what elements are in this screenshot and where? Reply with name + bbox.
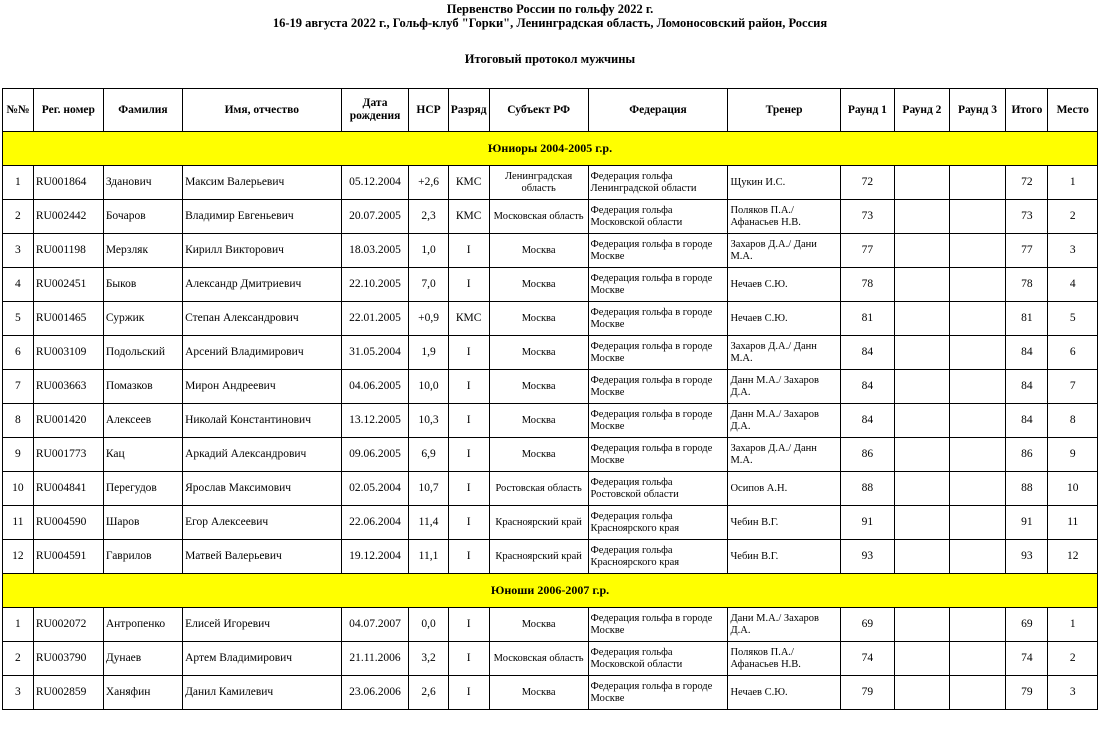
cell-dob: 02.05.2004 [341,472,409,506]
cell-dob: 22.06.2004 [341,506,409,540]
cell-hcp: 6,9 [409,438,448,472]
cell-dob: 22.01.2005 [341,302,409,336]
cell-round3 [949,370,1006,404]
cell-hcp: 1,0 [409,234,448,268]
cell-first-name: Владимир Евгеньевич [183,200,341,234]
cell-first-name: Николай Константинович [183,404,341,438]
cell-round2 [895,608,950,642]
cell-number: 2 [3,200,34,234]
cell-round2 [895,200,950,234]
table-row [3,268,1098,302]
cell-number: 3 [3,234,34,268]
cell-number: 3 [3,676,34,710]
cell-federation: Федерация гольфа Красноярского края [588,540,728,574]
cell-place: 7 [1048,370,1098,404]
section-header-row [3,132,1098,166]
cell-first-name: Аркадий Александрович [183,438,341,472]
cell-first-name: Артем Владимирович [183,642,341,676]
cell-place: 11 [1048,506,1098,540]
cell-dob: 13.12.2005 [341,404,409,438]
cell-rank: I [448,676,489,710]
cell-rank: I [448,268,489,302]
cell-dob: 04.06.2005 [341,370,409,404]
cell-number: 12 [3,540,34,574]
cell-federation: Федерация гольфа в городе Москве [588,608,728,642]
col-header-first-name: Имя, отчество [183,89,341,132]
cell-federation: Федерация гольфа Московской области [588,200,728,234]
cell-rank: I [448,404,489,438]
cell-first-name: Егор Алексеевич [183,506,341,540]
cell-total: 86 [1006,438,1048,472]
cell-round3 [949,302,1006,336]
cell-round2 [895,166,950,200]
cell-first-name: Мирон Андреевич [183,370,341,404]
cell-rank: КМС [448,166,489,200]
cell-round1: 84 [840,370,895,404]
cell-round3 [949,676,1006,710]
cell-dob: 05.12.2004 [341,166,409,200]
cell-last-name: Суржик [103,302,182,336]
cell-federation: Федерация гольфа в городе Москве [588,302,728,336]
cell-region: Ростовская область [489,472,588,506]
cell-round2 [895,268,950,302]
cell-round2 [895,370,950,404]
cell-first-name: Елисей Игоревич [183,608,341,642]
cell-number: 4 [3,268,34,302]
cell-reg-number: RU002442 [33,200,103,234]
cell-reg-number: RU002451 [33,268,103,302]
cell-total: 84 [1006,336,1048,370]
cell-last-name: Зданович [103,166,182,200]
cell-rank: I [448,540,489,574]
cell-hcp: 11,1 [409,540,448,574]
cell-federation: Федерация гольфа Красноярского края [588,506,728,540]
cell-round3 [949,642,1006,676]
cell-round2 [895,642,950,676]
cell-total: 73 [1006,200,1048,234]
table-row [3,642,1098,676]
cell-coach: Захаров Д.А./ Дани М.А. [728,234,840,268]
table-row [3,234,1098,268]
cell-total: 88 [1006,472,1048,506]
cell-hcp: 2,6 [409,676,448,710]
cell-dob: 09.06.2005 [341,438,409,472]
table-row [3,506,1098,540]
cell-rank: I [448,234,489,268]
cell-round3 [949,506,1006,540]
cell-round3 [949,438,1006,472]
col-header-coach: Тренер [728,89,840,132]
cell-coach: Чебин В.Г. [728,540,840,574]
cell-round3 [949,472,1006,506]
col-header-round3: Раунд 3 [949,89,1006,132]
col-header-hcp: HCP [409,89,448,132]
cell-hcp: 3,2 [409,642,448,676]
section-title: Юниоры 2004-2005 г.р. [3,132,1098,166]
cell-region: Москва [489,438,588,472]
cell-coach: Захаров Д.А./ Данн М.А. [728,438,840,472]
cell-federation: Федерация гольфа в городе Москве [588,234,728,268]
section-header-row [3,574,1098,608]
cell-coach: Поляков П.А./ Афанасьев Н.В. [728,200,840,234]
cell-coach: Дани М.А./ Захаров Д.А. [728,608,840,642]
cell-number: 11 [3,506,34,540]
cell-federation: Федерация гольфа в городе Москве [588,370,728,404]
col-header-number: №№ [3,89,34,132]
cell-round3 [949,540,1006,574]
col-header-reg: Рег. номер [33,89,103,132]
cell-number: 1 [3,166,34,200]
cell-region: Москва [489,608,588,642]
cell-hcp: +0,9 [409,302,448,336]
cell-round1: 86 [840,438,895,472]
cell-reg-number: RU001465 [33,302,103,336]
cell-dob: 04.07.2007 [341,608,409,642]
table-row [3,336,1098,370]
cell-hcp: 0,0 [409,608,448,642]
cell-round1: 91 [840,506,895,540]
cell-reg-number: RU004841 [33,472,103,506]
cell-coach: Щукин И.С. [728,166,840,200]
cell-total: 84 [1006,370,1048,404]
table-row [3,438,1098,472]
results-table [2,88,1098,710]
cell-dob: 23.06.2006 [341,676,409,710]
cell-place: 1 [1048,608,1098,642]
cell-region: Москва [489,268,588,302]
cell-round3 [949,200,1006,234]
cell-region: Красноярский край [489,540,588,574]
cell-federation: Федерация гольфа Ленинградской области [588,166,728,200]
cell-total: 79 [1006,676,1048,710]
cell-last-name: Мерзляк [103,234,182,268]
cell-number: 9 [3,438,34,472]
cell-region: Москва [489,234,588,268]
cell-first-name: Данил Камилевич [183,676,341,710]
cell-round1: 81 [840,302,895,336]
cell-first-name: Кирилл Викторович [183,234,341,268]
cell-first-name: Матвей Валерьевич [183,540,341,574]
cell-round1: 84 [840,336,895,370]
cell-round2 [895,438,950,472]
cell-number: 6 [3,336,34,370]
col-header-round1: Раунд 1 [840,89,895,132]
cell-round2 [895,234,950,268]
cell-reg-number: RU004591 [33,540,103,574]
cell-place: 10 [1048,472,1098,506]
cell-federation: Федерация гольфа Ростовской области [588,472,728,506]
cell-dob: 19.12.2004 [341,540,409,574]
cell-reg-number: RU003109 [33,336,103,370]
cell-reg-number: RU002859 [33,676,103,710]
cell-round1: 77 [840,234,895,268]
cell-first-name: Арсений Владимирович [183,336,341,370]
cell-place: 6 [1048,336,1098,370]
cell-region: Москва [489,370,588,404]
table-row [3,404,1098,438]
cell-last-name: Подольский [103,336,182,370]
cell-first-name: Ярослав Максимович [183,472,341,506]
cell-federation: Федерация гольфа в городе Москве [588,404,728,438]
cell-region: Красноярский край [489,506,588,540]
cell-round2 [895,540,950,574]
cell-last-name: Перегудов [103,472,182,506]
col-header-region: Субъект РФ [489,89,588,132]
cell-number: 1 [3,608,34,642]
cell-first-name: Александр Дмитриевич [183,268,341,302]
cell-reg-number: RU002072 [33,608,103,642]
table-row [3,200,1098,234]
cell-reg-number: RU001773 [33,438,103,472]
table-row [3,540,1098,574]
col-header-round2: Раунд 2 [895,89,950,132]
cell-region: Москва [489,302,588,336]
cell-last-name: Бочаров [103,200,182,234]
cell-dob: 18.03.2005 [341,234,409,268]
cell-reg-number: RU001864 [33,166,103,200]
cell-region: Московская область [489,200,588,234]
cell-round3 [949,166,1006,200]
cell-coach: Данн М.А./ Захаров Д.А. [728,404,840,438]
cell-round3 [949,608,1006,642]
cell-region: Москва [489,336,588,370]
cell-number: 2 [3,642,34,676]
cell-federation: Федерация гольфа Московской области [588,642,728,676]
cell-place: 1 [1048,166,1098,200]
cell-round3 [949,336,1006,370]
cell-number: 7 [3,370,34,404]
cell-coach: Нечаев С.Ю. [728,268,840,302]
table-row [3,166,1098,200]
cell-federation: Федерация гольфа в городе Москве [588,676,728,710]
cell-total: 77 [1006,234,1048,268]
cell-round1: 69 [840,608,895,642]
cell-rank: КМС [448,200,489,234]
cell-coach: Осипов А.Н. [728,472,840,506]
cell-number: 8 [3,404,34,438]
cell-total: 74 [1006,642,1048,676]
table-row [3,370,1098,404]
cell-last-name: Помазков [103,370,182,404]
cell-first-name: Максим Валерьевич [183,166,341,200]
cell-rank: I [448,506,489,540]
cell-reg-number: RU001420 [33,404,103,438]
cell-number: 10 [3,472,34,506]
cell-place: 2 [1048,642,1098,676]
cell-last-name: Быков [103,268,182,302]
cell-place: 2 [1048,200,1098,234]
page-title: Первенство России по гольфу 2022 г. [446,2,654,16]
cell-round2 [895,404,950,438]
cell-round1: 93 [840,540,895,574]
cell-rank: I [448,608,489,642]
page-subtitle: 16-19 августа 2022 г., Гольф-клуб "Горки", Ленинградская область, Ломоносовский район, Россия [272,16,828,30]
cell-last-name: Гаврилов [103,540,182,574]
cell-last-name: Кац [103,438,182,472]
col-header-last-name: Фамилия [103,89,182,132]
cell-coach: Чебин В.Г. [728,506,840,540]
cell-coach: Нечаев С.Ю. [728,676,840,710]
cell-region: Московская область [489,642,588,676]
cell-reg-number: RU001198 [33,234,103,268]
cell-round3 [949,268,1006,302]
cell-region: Москва [489,404,588,438]
cell-reg-number: RU004590 [33,506,103,540]
cell-rank: I [448,336,489,370]
cell-dob: 21.11.2006 [341,642,409,676]
table-row [3,472,1098,506]
cell-total: 93 [1006,540,1048,574]
cell-round3 [949,234,1006,268]
cell-round1: 74 [840,642,895,676]
table-row [3,676,1098,710]
cell-region: Ленинградская область [489,166,588,200]
section-title: Юноши 2006-2007 г.р. [3,574,1098,608]
cell-dob: 22.10.2005 [341,268,409,302]
cell-place: 3 [1048,234,1098,268]
cell-rank: I [448,370,489,404]
cell-rank: КМС [448,302,489,336]
cell-hcp: 11,4 [409,506,448,540]
cell-coach: Захаров Д.А./ Данн М.А. [728,336,840,370]
cell-total: 81 [1006,302,1048,336]
cell-round2 [895,506,950,540]
cell-hcp: 10,0 [409,370,448,404]
cell-total: 84 [1006,404,1048,438]
cell-last-name: Ханяфин [103,676,182,710]
cell-round2 [895,676,950,710]
cell-federation: Федерация гольфа в городе Москве [588,336,728,370]
cell-round2 [895,302,950,336]
cell-dob: 31.05.2004 [341,336,409,370]
cell-last-name: Шаров [103,506,182,540]
col-header-total: Итого [1006,89,1048,132]
cell-federation: Федерация гольфа в городе Москве [588,268,728,302]
cell-round1: 73 [840,200,895,234]
col-header-federation: Федерация [588,89,728,132]
cell-place: 8 [1048,404,1098,438]
cell-first-name: Степан Александрович [183,302,341,336]
cell-hcp: +2,6 [409,166,448,200]
table-row [3,608,1098,642]
col-header-rank: Разряд [448,89,489,132]
cell-coach: Данн М.А./ Захаров Д.А. [728,370,840,404]
cell-hcp: 10,3 [409,404,448,438]
cell-hcp: 1,9 [409,336,448,370]
cell-coach: Нечаев С.Ю. [728,302,840,336]
cell-round3 [949,404,1006,438]
cell-hcp: 2,3 [409,200,448,234]
cell-total: 72 [1006,166,1048,200]
cell-federation: Федерация гольфа в городе Москве [588,438,728,472]
cell-round1: 88 [840,472,895,506]
cell-round1: 84 [840,404,895,438]
cell-round2 [895,336,950,370]
cell-place: 9 [1048,438,1098,472]
cell-hcp: 7,0 [409,268,448,302]
cell-last-name: Алексеев [103,404,182,438]
cell-place: 3 [1048,676,1098,710]
cell-rank: I [448,472,489,506]
cell-last-name: Дунаев [103,642,182,676]
cell-total: 78 [1006,268,1048,302]
cell-round1: 79 [840,676,895,710]
cell-last-name: Антропенко [103,608,182,642]
cell-region: Москва [489,676,588,710]
cell-reg-number: RU003790 [33,642,103,676]
cell-dob: 20.07.2005 [341,200,409,234]
cell-hcp: 10,7 [409,472,448,506]
cell-total: 91 [1006,506,1048,540]
protocol-title: Итоговый протокол мужчины [464,52,636,66]
cell-reg-number: RU003663 [33,370,103,404]
cell-coach: Поляков П.А./ Афанасьев Н.В. [728,642,840,676]
col-header-dob: Дата рождения [341,89,409,132]
table-row [3,302,1098,336]
cell-round2 [895,472,950,506]
cell-number: 5 [3,302,34,336]
cell-place: 5 [1048,302,1098,336]
table-header-row [3,89,1098,132]
cell-round1: 78 [840,268,895,302]
cell-place: 4 [1048,268,1098,302]
cell-total: 69 [1006,608,1048,642]
col-header-place: Место [1048,89,1098,132]
cell-round1: 72 [840,166,895,200]
cell-place: 12 [1048,540,1098,574]
cell-rank: I [448,438,489,472]
cell-rank: I [448,642,489,676]
